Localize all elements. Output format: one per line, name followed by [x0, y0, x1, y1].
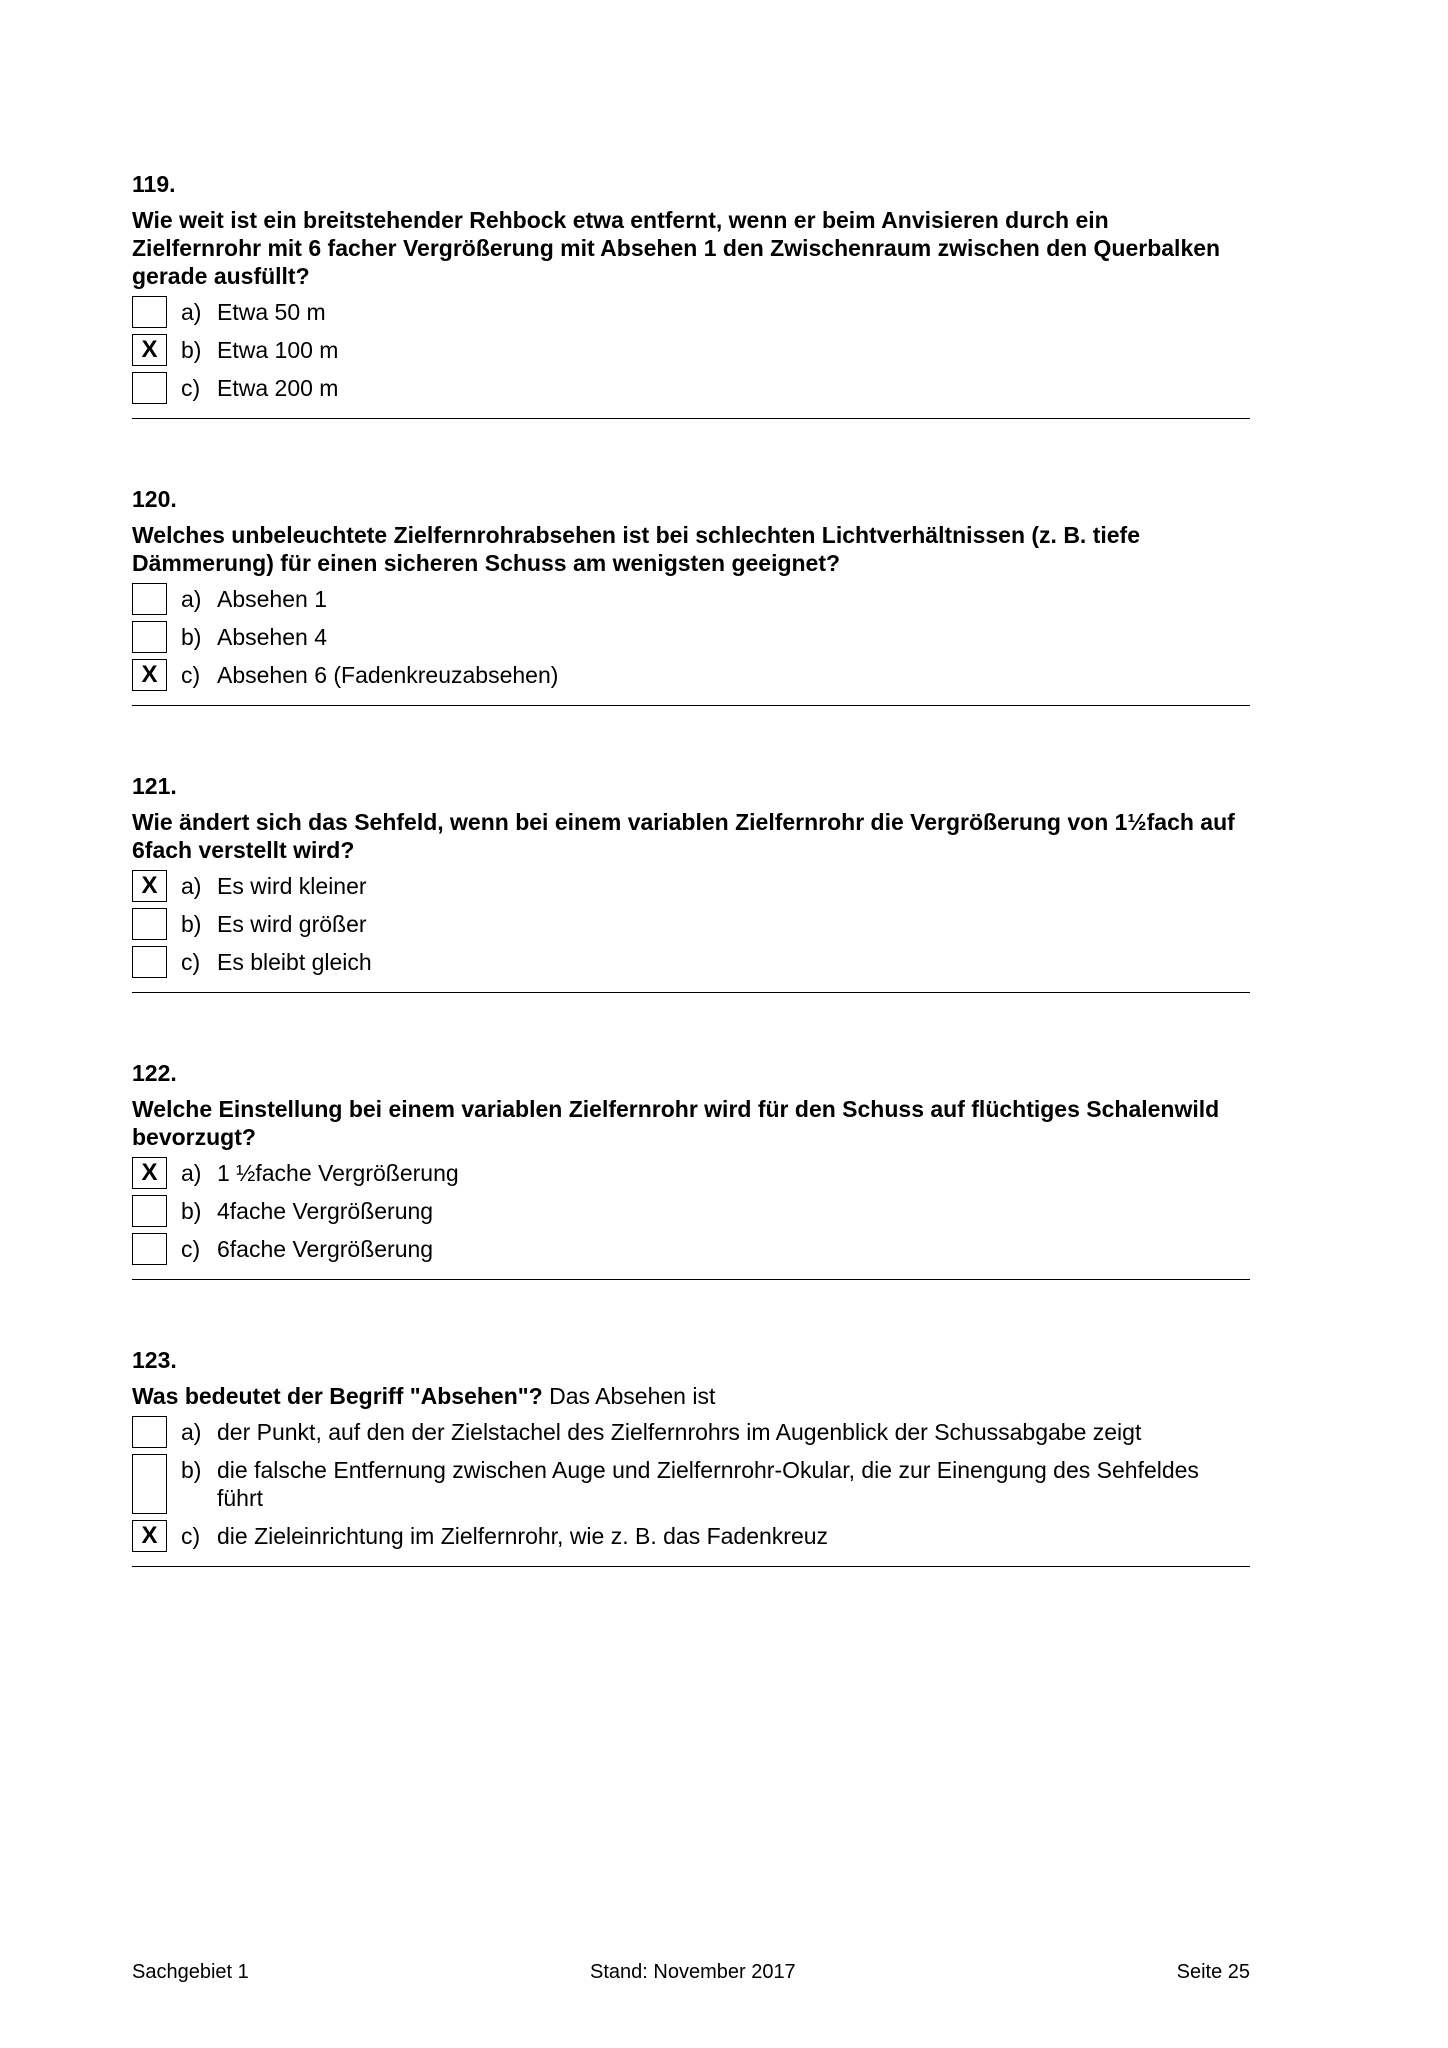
- answer-checkbox[interactable]: [132, 1416, 167, 1448]
- question-text-bold: Welche Einstellung bei einem variablen Zielfernrohr wird für den Schuss auf flüchtiges Schalenwild bevorzugt?: [132, 1096, 1220, 1150]
- question-121: [132, 772, 1250, 993]
- option-text: Etwa 100 m: [217, 337, 339, 363]
- option-letter: a): [181, 299, 202, 325]
- option-text: der Punkt, auf den der Zielstachel des Zielfernrohrs im Augenblick der Schussabgabe zeigt: [217, 1419, 1142, 1445]
- question-number: 119.: [132, 171, 176, 197]
- option-letter: a): [181, 1419, 202, 1445]
- option-letter: b): [181, 624, 202, 650]
- option-text: Absehen 4: [217, 624, 327, 650]
- answer-checkbox[interactable]: [132, 583, 167, 615]
- answer-checkbox[interactable]: [132, 1195, 167, 1227]
- option-letter: c): [181, 949, 201, 975]
- question-123: [132, 1346, 1250, 1567]
- question-120: [132, 485, 1250, 706]
- question-text: [132, 808, 1250, 864]
- option-text: Etwa 200 m: [217, 375, 339, 401]
- answer-option-b: [132, 336, 1250, 366]
- option-letter: c): [181, 662, 201, 688]
- answer-option-b: [132, 1456, 1250, 1514]
- answer-option-c: [132, 374, 1250, 404]
- answer-option-a: [132, 1418, 1250, 1448]
- question-text-plain: Das Absehen ist: [542, 1383, 716, 1409]
- question-text-bold: Welches unbeleuchtete Zielfernrohrabsehen ist bei schlechten Lichtverhältnissen (z. B. tiefe Dämmerung) für einen sicheren Schuss am wenigsten geeignet?: [132, 522, 1141, 576]
- footer-page-number: Seite 25: [1176, 1961, 1250, 1983]
- footer-date: Stand: November 2017: [590, 1961, 796, 1983]
- question-text-bold: Wie weit ist ein breitstehender Rehbock etwa entfernt, wenn er beim Anvisieren durch ein Zielfernrohr mit 6 facher Vergrößerung mit Absehen 1 den Zwischenraum zwischen den Querbalken gerade ausfüllt?: [132, 207, 1221, 289]
- answer-option-b: [132, 1197, 1250, 1227]
- option-text: die Zieleinrichtung im Zielfernrohr, wie z. B. das Fadenkreuz: [217, 1523, 829, 1549]
- option-text: 1 ½fache Vergrößerung: [217, 1160, 459, 1186]
- option-text: Absehen 6 (Fadenkreuzabsehen): [217, 662, 559, 688]
- answer-checkbox[interactable]: [132, 372, 167, 404]
- question-text-bold: Wie ändert sich das Sehfeld, wenn bei einem variablen Zielfernrohr die Vergrößerung von 1½fach auf 6fach verstellt wird?: [132, 809, 1235, 863]
- question-number: 122.: [132, 1060, 177, 1086]
- answer-checkbox[interactable]: X: [132, 1157, 167, 1189]
- answer-option-c: [132, 1522, 1250, 1552]
- question-text: [132, 206, 1250, 290]
- option-text: Es wird kleiner: [217, 873, 367, 899]
- answer-option-c: [132, 1235, 1250, 1265]
- answer-checkbox[interactable]: X: [132, 334, 167, 366]
- answer-option-c: [132, 948, 1250, 978]
- answer-checkbox[interactable]: [132, 946, 167, 978]
- answer-option-a: [132, 585, 1250, 615]
- option-text: 4fache Vergrößerung: [217, 1198, 434, 1224]
- answer-checkbox[interactable]: [132, 908, 167, 940]
- option-text: 6fache Vergrößerung: [217, 1236, 434, 1262]
- option-letter: b): [181, 1457, 202, 1483]
- option-letter: a): [181, 873, 202, 899]
- question-number: 123.: [132, 1347, 177, 1373]
- footer-section-label: Sachgebiet 1: [132, 1961, 249, 1983]
- answer-option-c: [132, 661, 1250, 691]
- answer-option-a: [132, 298, 1250, 328]
- option-letter: a): [181, 586, 202, 612]
- answer-checkbox[interactable]: X: [132, 659, 167, 691]
- option-text: Es bleibt gleich: [217, 949, 372, 975]
- answer-checkbox[interactable]: [132, 296, 167, 328]
- option-letter: c): [181, 1523, 201, 1549]
- option-letter: b): [181, 337, 202, 363]
- option-text: Absehen 1: [217, 586, 327, 612]
- question-text: [132, 1382, 1250, 1410]
- option-letter: c): [181, 1236, 201, 1262]
- answer-checkbox[interactable]: [132, 621, 167, 653]
- option-text: Es wird größer: [217, 911, 367, 937]
- answer-checkbox[interactable]: [132, 1233, 167, 1265]
- question-text: [132, 1095, 1250, 1151]
- question-number: 120.: [132, 486, 177, 512]
- answer-option-a: [132, 1159, 1250, 1189]
- question-119: [132, 170, 1250, 419]
- answer-checkbox[interactable]: [132, 1454, 167, 1514]
- option-text: Etwa 50 m: [217, 299, 326, 325]
- option-letter: c): [181, 375, 201, 401]
- question-text: [132, 521, 1250, 577]
- question-text-bold: Was bedeutet der Begriff "Absehen"?: [132, 1383, 543, 1409]
- question-list: [132, 170, 1250, 1633]
- answer-option-b: [132, 623, 1250, 653]
- option-text: die falsche Entfernung zwischen Auge und Zielfernrohr-Okular, die zur Einengung des Sehfeldes führt: [217, 1457, 1199, 1511]
- answer-checkbox[interactable]: X: [132, 870, 167, 902]
- answer-option-b: [132, 910, 1250, 940]
- option-letter: b): [181, 911, 202, 937]
- answer-checkbox[interactable]: X: [132, 1520, 167, 1552]
- option-letter: b): [181, 1198, 202, 1224]
- option-letter: a): [181, 1160, 202, 1186]
- answer-option-a: [132, 872, 1250, 902]
- question-number: 121.: [132, 773, 177, 799]
- question-122: [132, 1059, 1250, 1280]
